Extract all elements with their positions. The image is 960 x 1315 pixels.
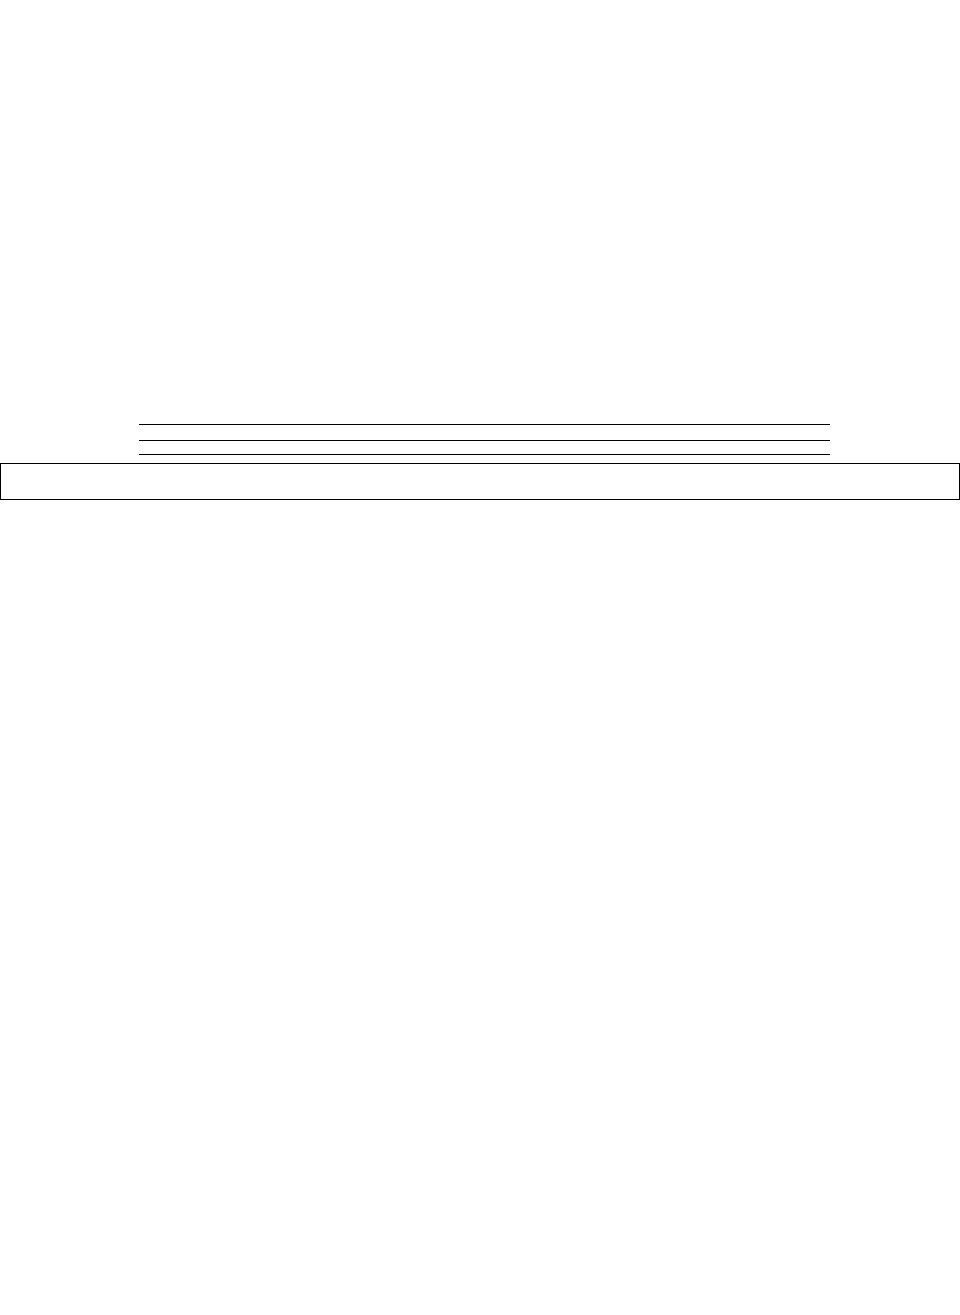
judge-line (613, 176, 616, 188)
host-line (2, 176, 5, 188)
